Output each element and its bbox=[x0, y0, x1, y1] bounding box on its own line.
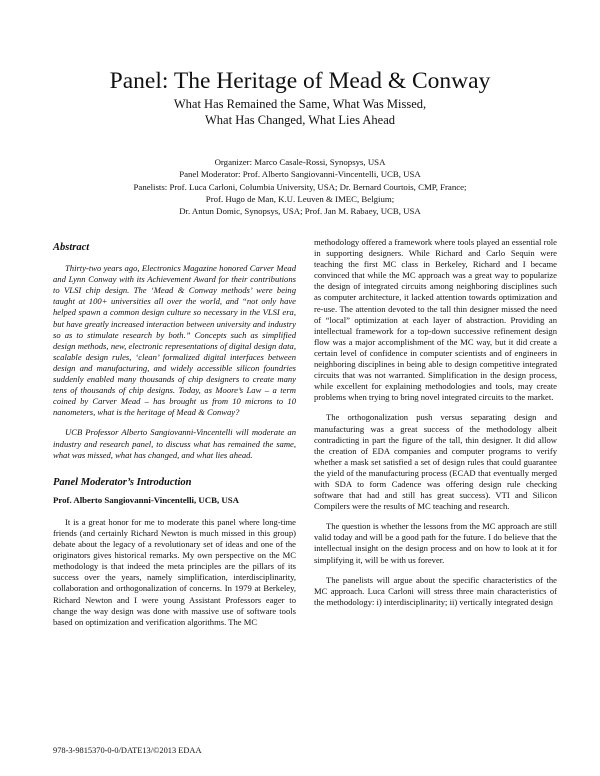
section-author: Prof. Alberto Sangiovanni-Vincentelli, UCB, USA bbox=[53, 494, 239, 505]
abstract-paragraph: Thirty-two years ago, Electronics Magazine honored Carver Mead and Lynn Conway with its Achievement Award for their contributions to VLSI chip design. The ‘Mead & Conway methods’ were being taught at 100+ universities all over the world, and “not only have helped spawn a common design culture so necessary in the VLSI era, but have greatly increased interaction between university and industry so as to stimulate research by both.” Concepts such as simplified design methods, new, electronic representations of digital design data, scalable design rules, ‘clean’ formalized digital interfaces between design and manufacturing, and widely accessible silicon foundries suddenly enabled many thousands of chip designers to create many tens of thousands of chip designs. Today, as Moore’s Law – a term coined by Carver Mead – has brought us from 10 microns to 10 nanometers, what is the heritage of Mead & Conway? bbox=[53, 263, 296, 418]
body-paragraph: methodology offered a framework where tools played an essential role in supporting designers. While Richard and Carlo Sequin were teaching the first MC class in Berkeley, Richard and I became convinced that while the MC approach was a great way to popularize the design of integrated circuits among neighboring disciplines such as computer architecture, it lacked attention towards optimization and re-use. The attention devoted to the tall thin designer missed the need of “local” optimization at each layer of abstraction. Providing an intellectual framework for a top-down successive refinement design flow was a major accomplishment of the MC way, but it did create a certain level of confidence in computer scientists and of engineers in neighboring disciplines in being able to design competitive integrated circuits that was not warranted. Simplification in the design process, while excellent for explaining methodologies and tools, may create problems when trying to bring novel integrated circuits to the market. bbox=[314, 237, 557, 403]
body-paragraph: The orthogonalization push versus separating design and manufacturing was a great success of the methodology albeit contradicting in part the figure of the tall, thin designer. It did allow the creation of EDA companies and computer programs to verify whether a mask set satisfied a set of design rules that could guarantee the yield of the manufacturing process (ECAD that eventually merged with SDA to form Cadence was offering design rule checking software that had and still has great success). VTI and Silicon Compilers were the results of MC teaching and research. bbox=[314, 412, 557, 512]
abstract-paragraph: UCB Professor Alberto Sangiovanni-Vincentelli will moderate an industry and research panel, to discuss what has remained the same, what was missed, what has changed, and what lies ahead. bbox=[53, 427, 296, 460]
moderator-line: Panel Moderator: Prof. Alberto Sangiovanni-Vincentelli, UCB, USA bbox=[179, 169, 421, 180]
paper-title: Panel: The Heritage of Mead & Conway bbox=[109, 68, 491, 94]
organizer-line: Organizer: Marco Casale-Rossi, Synopsys, USA bbox=[214, 157, 386, 167]
body-paragraph: The question is whether the lessons from the MC approach are still valid today and will be a good path for the future. I do believe that the intellectual insight on the design process and on how to look at it for simplifying it, will be with us forever. bbox=[314, 521, 557, 565]
subtitle-line: What Has Remained the Same, What Was Missed, bbox=[173, 97, 427, 111]
panelists-line: Panelists: Prof. Luca Carloni, Columbia University, USA; Dr. Bernard Courtois, CMP, France; bbox=[133, 181, 467, 192]
abstract-heading: Abstract bbox=[53, 242, 90, 253]
right-column bbox=[314, 237, 557, 617]
panelists-line: Dr. Antun Domic, Synopsys, USA; Prof. Jan M. Rabaey, UCB, USA bbox=[179, 206, 421, 217]
body-paragraph: It is a great honor for me to moderate this panel where long-time friends (and certainly Richard Newton is much missed in this group) debate about the legacy of a revolutionary set of ideas and one of the originators gives historical remarks. My own perspective on the MC methodology is that indeed the meta principles are the pillars of its success over the years, namely simplification, interdisciplinarity, collaboration and orthogonalization of concerns. In 1979 at Berkeley, Richard Newton and I were young Assistant Professors eager to change the way design was done with massive use of software tools based on optimization and verification algorithms. The MC bbox=[53, 516, 296, 627]
section-heading: Panel Moderator’s Introduction bbox=[53, 476, 192, 488]
body-paragraph: The panelists will argue about the specific characteristics of the MC approach. Luca Carloni will stress three main characteristics of the methodology: i) interdisciplinarity; ii) vertically integrated design bbox=[314, 574, 557, 607]
left-column bbox=[53, 238, 296, 637]
copyright-footer: 978-3-9815370-0-0/DATE13/©2013 EDAA bbox=[53, 746, 202, 755]
subtitle-line: What Has Changed, What Lies Ahead bbox=[205, 113, 395, 127]
panelists-line: Prof. Hugo de Man, K.U. Leuven & IMEC, Belgium; bbox=[205, 193, 395, 204]
paper-subtitle bbox=[0, 96, 600, 128]
panel-people bbox=[0, 156, 600, 217]
